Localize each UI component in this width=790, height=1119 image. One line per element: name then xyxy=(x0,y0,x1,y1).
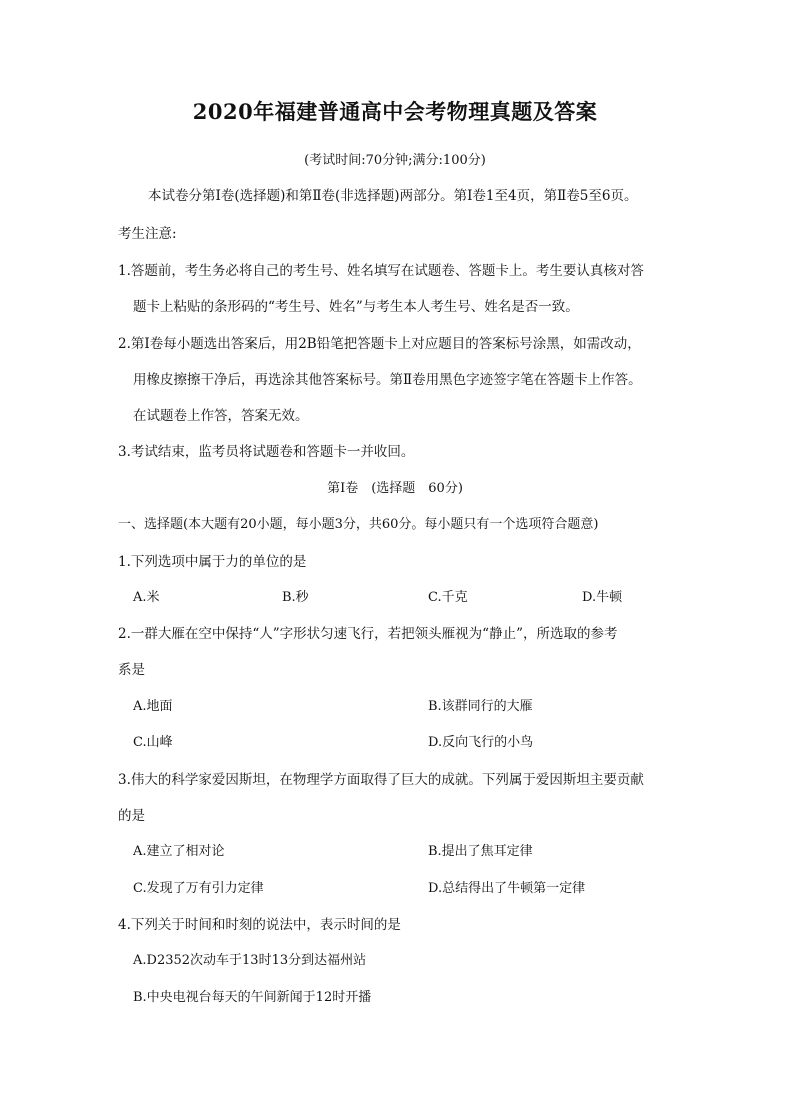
question-2-stem-line-2: 系是 xyxy=(118,662,145,678)
notice-3-line-1: 3.考试结束，监考员将试题卷和答题卡一并收回。 xyxy=(118,444,415,460)
question-1-option-d: D.牛顿 xyxy=(582,590,623,605)
question-4-stem: 4.下列关于时间和时刻的说法中，表示时间的是 xyxy=(118,917,401,933)
intro-paragraph: 本试卷分第I卷(选择题)和第Ⅱ卷(非选择题)两部分。第I卷1至4页，第Ⅱ卷5至6页。 xyxy=(148,188,638,204)
question-3-stem-line-1: 3.伟大的科学家爱因斯坦，在物理学方面取得了巨大的成就。下列属于爱因斯坦主要贡献 xyxy=(118,772,644,788)
question-1-stem: 1.下列选项中属于力的单位的是 xyxy=(118,554,307,570)
question-1-option-a: A.米 xyxy=(133,590,160,605)
question-3-option-b: B.提出了焦耳定律 xyxy=(428,844,533,859)
notice-2-line-2: 用橡皮擦擦干净后，再选涂其他答案标号。第Ⅱ卷用黑色字迹签字笔在答题卡上作答。 xyxy=(133,372,642,388)
document-title: 2020年福建普通高中会考物理真题及答案 xyxy=(192,99,598,124)
notice-1-line-2: 题卡上粘贴的条形码的“考生号、姓名”与考生本人考生号、姓名是否一致。 xyxy=(133,299,579,315)
question-4-option-a: A.D2352次动车于13时13分到达福州站 xyxy=(133,953,367,968)
question-1-option-c: C.千克 xyxy=(428,590,468,605)
question-3-option-a: A.建立了相对论 xyxy=(133,844,225,859)
exam-time-note: (考试时间:70分钟;满分:100分) xyxy=(304,153,486,168)
question-3-option-c: C.发现了万有引力定律 xyxy=(133,881,264,896)
question-2-option-b: B.该群同行的大雁 xyxy=(428,699,533,714)
question-1-option-b: B.秒 xyxy=(282,590,309,605)
question-2-option-d: D.反向飞行的小鸟 xyxy=(428,735,534,750)
notice-2-line-3: 在试题卷上作答，答案无效。 xyxy=(133,408,309,424)
question-2-option-c: C.山峰 xyxy=(133,735,173,750)
notice-2-line-1: 2.第I卷每小题选出答案后，用2B铅笔把答题卡上对应题目的答案标号涂黑，如需改动， xyxy=(118,336,641,352)
notice-heading: 考生注意: xyxy=(118,226,177,242)
section-title: 第I卷 (选择题 60分) xyxy=(327,481,463,496)
notice-1-line-1: 1.答题前，考生务必将自己的考生号、姓名填写在试题卷、答题卡上。考生要认真核对答 xyxy=(118,263,644,279)
question-3-stem-line-2: 的是 xyxy=(118,808,145,824)
question-4-option-b: B.中央电视台每天的午间新闻于12时开播 xyxy=(133,990,372,1005)
question-3-option-d: D.总结得出了牛顿第一定律 xyxy=(428,881,586,896)
part-heading: 一、选择题(本大题有20小题，每小题3分，共60分。每小题只有一个选项符合题意) xyxy=(118,517,599,532)
question-2-option-a: A.地面 xyxy=(133,699,173,714)
question-2-stem-line-1: 2.一群大雁在空中保持“人”字形状匀速飞行，若把领头雁视为“静止”，所选取的参考 xyxy=(118,626,618,642)
